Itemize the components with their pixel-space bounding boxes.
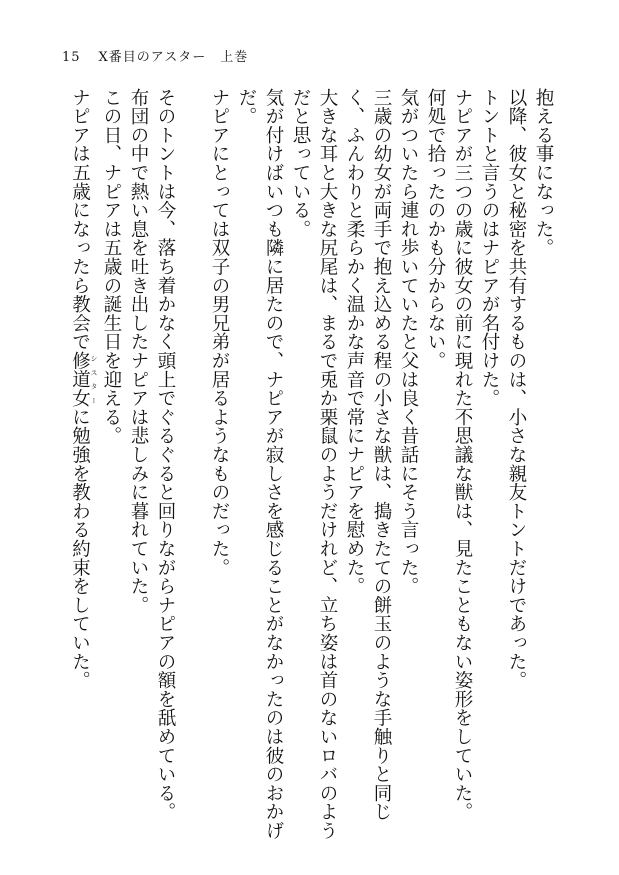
running-header — [62, 46, 248, 65]
paragraph-with-ruby — [67, 88, 99, 848]
page-number: 15 — [62, 50, 81, 65]
paragraph: 何処で拾ったのかも分からない。 — [425, 88, 446, 370]
paragraph: そのトントは今、落ち着かなく頭上でぐるぐると回りながらナピアの額を舐めている。 — [155, 88, 176, 822]
paragraph: 抱える事になった。 — [533, 88, 554, 258]
paragraph: ナピアが三つの歳に彼女の前に現れた不思議な獣は、見たこともない姿形をしていた。 — [452, 88, 473, 822]
vertical-body-text — [37, 88, 557, 848]
paragraph: 布団の中で熱い息を吐き出したナピアは悲しみに暮れていた。 — [128, 88, 149, 615]
paragraph: 以降、彼女と秘密を共有するものは、小さな親友トントだけであった。 — [506, 88, 527, 690]
paragraph: 三歳の幼女が両手で抱え込める程の小さな獣は、搗きたての餅玉のような手触りと同じく、ふんわりと柔らかく温かな声音で常にナピアを慰めた。 — [344, 88, 392, 822]
paragraph: 大きな耳と大きな尻尾は、まるで兎か栗鼠のようだけれど、立ち姿は首のないロバのようだと思っている。 — [290, 88, 338, 840]
paragraph-text: に勉強を教わる約束をしていた。 — [69, 407, 91, 690]
paragraph: ナピアにとっては双子の男兄弟が居るようなものだった。 — [209, 88, 230, 577]
paragraph-text: ナピアは五歳になったら教会で — [69, 88, 91, 352]
paragraph: 気が付けばいつも隣に居たので、ナピアが寂しさを感じることがなかったのは彼のおかげだ。 — [236, 88, 284, 840]
paragraph: 気がついたら連れ歩いていたと父は良く昔話にそう言った。 — [398, 88, 419, 596]
paragraph: この日、ナピアは五歳の誕生日を迎える。 — [101, 88, 122, 446]
running-title: X番目のアスター 上巻 — [98, 50, 249, 65]
ruby-base: 修道女 — [69, 351, 91, 408]
ruby-reading: シスター — [90, 351, 98, 408]
paragraph: トントと言うのはナピアが名付けた。 — [479, 88, 500, 408]
ruby-annotation — [69, 351, 98, 408]
